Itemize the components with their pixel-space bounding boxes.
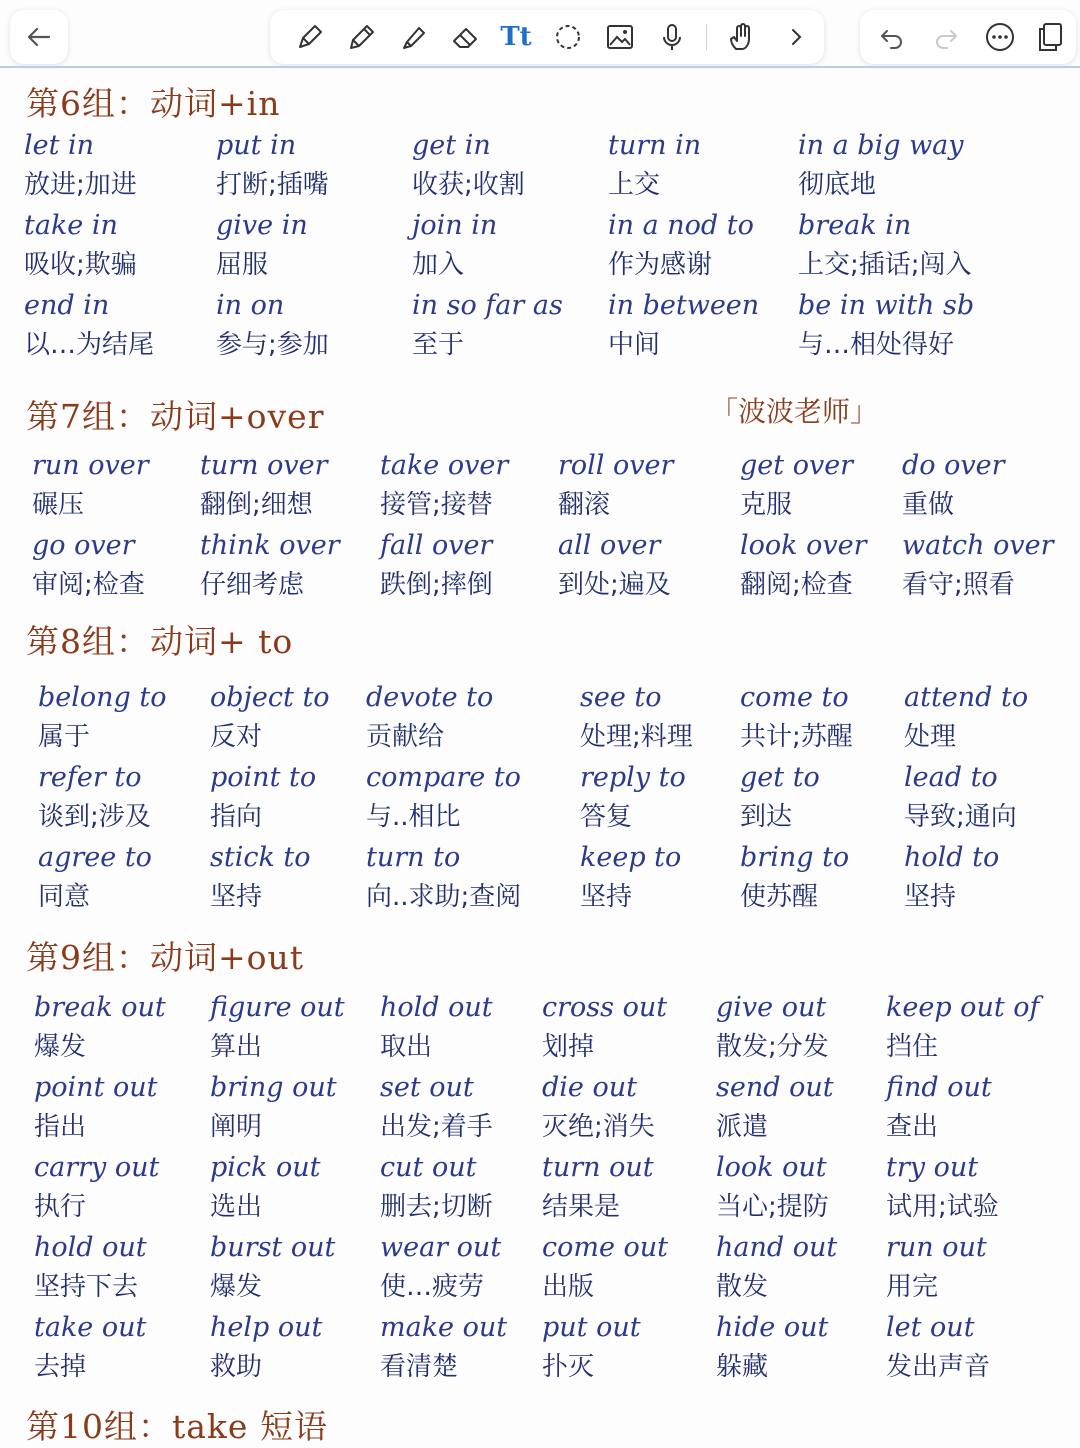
phrase-english: help out (210, 1312, 323, 1343)
phrase-english: run out (886, 1232, 987, 1263)
phrase-entry (904, 838, 1080, 916)
phrase-entry (216, 286, 396, 364)
group-plus: + (218, 84, 247, 123)
phrase-english: get to (740, 762, 820, 793)
phrase-chinese: 试用;试验 (886, 1192, 999, 1222)
phrase-english: let out (886, 1312, 975, 1343)
phrase-chinese: 爆发 (34, 1032, 87, 1062)
phrase-entry (34, 1228, 214, 1306)
phrase-entry (200, 526, 380, 604)
group-9-heading (26, 932, 304, 979)
phrase-english: reply to (580, 762, 686, 793)
phrase-chinese: 执行 (34, 1192, 87, 1222)
group-label: 第7组： (26, 397, 150, 436)
phrase-english: try out (886, 1152, 979, 1183)
phrase-english: run over (32, 450, 149, 481)
phrase-chinese: 当心;提防 (716, 1192, 829, 1222)
phrase-entry (216, 126, 396, 204)
phrase-entry (608, 206, 788, 284)
pages-button[interactable] (1032, 19, 1068, 55)
phrase-entry (210, 758, 390, 836)
phrase-chinese: 碾压 (32, 490, 85, 520)
phrase-entry (542, 1068, 722, 1146)
phrase-chinese: 仔细考虑 (200, 570, 305, 600)
back-button[interactable] (10, 10, 68, 64)
phrase-english: wear out (380, 1232, 502, 1263)
phrase-chinese: 取出 (380, 1032, 433, 1062)
phrase-english: get over (740, 450, 854, 481)
phrase-chinese: 与..相比 (366, 802, 461, 832)
phrase-entry (740, 678, 920, 756)
phrase-entry (798, 206, 978, 284)
phrase-entry (740, 526, 920, 604)
phrase-chinese: 反对 (210, 722, 263, 752)
pencil-tool[interactable] (344, 19, 380, 55)
phrase-entry (798, 126, 978, 204)
phrase-chinese: 作为感谢 (608, 250, 713, 280)
phrase-english: watch over (902, 530, 1054, 561)
phrase-chinese: 算出 (210, 1032, 263, 1062)
group-verb: 动词 (150, 622, 218, 661)
phrase-entry (38, 678, 218, 756)
group-plus: + (218, 938, 247, 977)
group-particle: take 短语 (172, 1407, 328, 1446)
image-tool[interactable] (602, 19, 638, 55)
phrase-english: keep to (580, 842, 682, 873)
phrase-chinese: 去掉 (34, 1352, 87, 1382)
phrase-entry (380, 988, 560, 1066)
phrase-chinese: 散发;分发 (716, 1032, 829, 1062)
phrase-english: in a nod to (608, 210, 754, 241)
phrase-english: in so far as (412, 290, 563, 321)
phrase-english: point out (34, 1072, 158, 1103)
phrase-entry (542, 1228, 722, 1306)
phrase-entry (210, 1068, 390, 1146)
eraser-icon (450, 21, 482, 53)
phrase-english: go over (32, 530, 135, 561)
phrase-english: be in with sb (798, 290, 975, 321)
phrase-entry (580, 678, 760, 756)
phrase-english: hold out (380, 992, 493, 1023)
page-actions (860, 10, 1076, 64)
phrase-entry (34, 1308, 214, 1386)
phrase-chinese: 上交 (608, 170, 661, 200)
phrase-english: hold to (904, 842, 1000, 873)
group-verb: 动词 (150, 84, 218, 123)
phrase-entry (716, 1308, 896, 1386)
phrase-chinese: 挡住 (886, 1032, 939, 1062)
phrase-entry (366, 838, 546, 916)
phrase-entry (902, 526, 1080, 604)
group-label: 第8组： (26, 622, 150, 661)
phrase-english: hide out (716, 1312, 829, 1343)
phrase-english: look out (716, 1152, 827, 1183)
more-icon (984, 21, 1016, 53)
phrase-english: keep out of (886, 992, 1040, 1023)
phrase-entry (558, 526, 738, 604)
phrase-chinese: 用完 (886, 1272, 939, 1302)
phrase-chinese: 到达 (740, 802, 793, 832)
phrase-english: pick out (210, 1152, 321, 1183)
phrase-english: take in (24, 210, 118, 241)
undo-icon (878, 23, 906, 51)
phrase-chinese: 重做 (902, 490, 955, 520)
phrase-chinese: 发出声音 (886, 1352, 991, 1382)
phrase-entry (210, 678, 390, 756)
note-page (0, 68, 1080, 1446)
phrase-chinese: 共计;苏醒 (740, 722, 853, 752)
phrase-entry (904, 758, 1080, 836)
phrase-english: break in (798, 210, 912, 241)
group-7-heading (26, 391, 324, 438)
phrase-english: come out (542, 1232, 669, 1263)
phrase-chinese: 扑灭 (542, 1352, 595, 1382)
lasso-tool[interactable] (550, 19, 586, 55)
phrase-entry (216, 206, 396, 284)
phrase-english: turn in (608, 130, 702, 161)
more-tools-button[interactable] (778, 19, 814, 55)
group-particle: out (246, 938, 305, 977)
phrase-english: take over (380, 450, 509, 481)
phrase-english: bring out (210, 1072, 337, 1103)
phrase-chinese: 看清楚 (380, 1352, 459, 1382)
phrase-english: set out (380, 1072, 474, 1103)
pencil-icon (346, 21, 378, 53)
phrase-entry (716, 988, 896, 1066)
group-particle: to (258, 622, 294, 661)
group-plus: + (218, 622, 259, 661)
phrase-chinese: 划掉 (542, 1032, 595, 1062)
phrase-chinese: 使苏醒 (740, 882, 819, 912)
group-6-heading (26, 78, 280, 125)
phrase-english: do over (902, 450, 1005, 481)
phrase-english: cross out (542, 992, 668, 1023)
phrase-english: refer to (38, 762, 142, 793)
phrase-chinese: 克服 (740, 490, 793, 520)
phrase-english: in between (608, 290, 760, 321)
phrase-chinese: 吸收;欺骗 (24, 250, 137, 280)
teacher-label: 「波波老师」 (710, 395, 879, 428)
phrase-entry (366, 758, 546, 836)
phrase-entry (902, 446, 1080, 524)
phrase-entry (558, 446, 738, 524)
phrase-english: put in (216, 130, 297, 161)
phrase-english: agree to (38, 842, 152, 873)
phrase-chinese: 谈到;涉及 (38, 802, 151, 832)
phrase-entry (412, 126, 592, 204)
phrase-entry (32, 446, 212, 524)
phrase-chinese: 删去;切断 (380, 1192, 493, 1222)
phrase-chinese: 处理;料理 (580, 722, 693, 752)
phrase-entry (798, 286, 978, 364)
phrase-english: make out (380, 1312, 508, 1343)
phrase-chinese: 阐明 (210, 1112, 263, 1142)
phrase-chinese: 接管;接替 (380, 490, 493, 520)
phrase-english: roll over (558, 450, 674, 481)
group-10-heading (26, 1401, 328, 1448)
phrase-chinese: 出版 (542, 1272, 595, 1302)
phrase-chinese: 指出 (34, 1112, 87, 1142)
phrase-english: take out (34, 1312, 147, 1343)
phrase-english: get in (412, 130, 491, 161)
phrase-english: see to (580, 682, 662, 713)
phrase-chinese: 审阅;检查 (32, 570, 145, 600)
image-icon (604, 21, 636, 53)
chevron-right-icon (784, 25, 808, 49)
phrase-entry (24, 126, 204, 204)
undo-button[interactable] (874, 19, 910, 55)
toolbar-divider (706, 24, 707, 50)
phrase-chinese: 向..求助;查阅 (366, 882, 522, 912)
phrase-english: end in (24, 290, 110, 321)
phrase-english: carry out (34, 1152, 160, 1183)
phrase-english: object to (210, 682, 330, 713)
phrase-entry (904, 678, 1080, 756)
phrase-chinese: 放进;加进 (24, 170, 137, 200)
text-tool[interactable] (498, 19, 534, 55)
pages-icon (1035, 21, 1065, 53)
phrase-english: lead to (904, 762, 998, 793)
phrase-english: cut out (380, 1152, 477, 1183)
phrase-chinese: 翻滚 (558, 490, 611, 520)
hand-tool[interactable] (724, 19, 760, 55)
phrase-entry (24, 286, 204, 364)
phrase-english: point to (210, 762, 317, 793)
phrase-entry (580, 758, 760, 836)
phrase-chinese: 选出 (210, 1192, 263, 1222)
phrase-entry (380, 526, 560, 604)
phrase-entry (740, 446, 920, 524)
phrase-entry (608, 126, 788, 204)
redo-button[interactable] (928, 19, 964, 55)
phrase-entry (366, 678, 546, 756)
phrase-english: belong to (38, 682, 167, 713)
phrase-english: break out (34, 992, 166, 1023)
phrase-chinese: 看守;照看 (902, 570, 1015, 600)
phrase-entry (380, 1068, 560, 1146)
phrase-english: fall over (380, 530, 493, 561)
phrase-chinese: 跌倒;摔倒 (380, 570, 493, 600)
microphone-icon (656, 21, 688, 53)
phrase-chinese: 上交;插话;闯入 (798, 250, 972, 280)
phrase-chinese: 坚持下去 (34, 1272, 139, 1302)
phrase-chinese: 答复 (580, 802, 633, 832)
phrase-chinese: 与…相处得好 (798, 330, 955, 360)
highlighter-tool[interactable] (396, 19, 432, 55)
phrase-english: bring to (740, 842, 850, 873)
group-particle: in (246, 84, 281, 123)
phrase-entry (210, 1228, 390, 1306)
phrase-english: think over (200, 530, 340, 561)
lasso-icon (552, 21, 584, 53)
highlighter-icon (398, 21, 430, 53)
drawing-tools (270, 10, 824, 64)
phrase-english: look over (740, 530, 867, 561)
microphone-tool[interactable] (654, 19, 690, 55)
phrase-chinese: 参与;参加 (216, 330, 329, 360)
phrase-chinese: 使…疲劳 (380, 1272, 485, 1302)
phrase-chinese: 指向 (210, 802, 263, 832)
phrase-entry (716, 1068, 896, 1146)
phrase-entry (886, 1228, 1066, 1306)
phrase-english: turn to (366, 842, 461, 873)
top-toolbar (0, 0, 1080, 68)
phrase-chinese: 坚持 (580, 882, 633, 912)
phrase-chinese: 同意 (38, 882, 91, 912)
phrase-chinese: 散发 (716, 1272, 769, 1302)
text-icon: Tt (500, 22, 532, 52)
phrase-chinese: 结果是 (542, 1192, 621, 1222)
phrase-entry (412, 206, 592, 284)
phrase-entry (200, 446, 380, 524)
phrase-entry (740, 758, 920, 836)
phrase-english: attend to (904, 682, 1029, 713)
phrase-chinese: 以…为结尾 (24, 330, 155, 360)
phrase-entry (542, 988, 722, 1066)
phrase-entry (886, 988, 1066, 1066)
phrase-english: send out (716, 1072, 834, 1103)
phrase-english: in on (216, 290, 285, 321)
back-arrow-icon (25, 23, 53, 51)
phrase-chinese: 加入 (412, 250, 465, 280)
phrase-english: figure out (210, 992, 345, 1023)
phrase-english: let in (24, 130, 95, 161)
phrase-entry (38, 838, 218, 916)
phrase-chinese: 派遣 (716, 1112, 769, 1142)
phrase-entry (886, 1068, 1066, 1146)
phrase-chinese: 爆发 (210, 1272, 263, 1302)
phrase-chinese: 屈服 (216, 250, 269, 280)
phrase-english: give out (716, 992, 827, 1023)
phrase-english: turn out (542, 1152, 654, 1183)
phrase-english: burst out (210, 1232, 336, 1263)
phrase-entry (412, 286, 592, 364)
phrase-entry (380, 1148, 560, 1226)
more-button[interactable] (982, 19, 1018, 55)
phrase-chinese: 救助 (210, 1352, 263, 1382)
group-verb: 动词 (150, 397, 218, 436)
phrase-chinese: 翻阅;检查 (740, 570, 853, 600)
phrase-entry (886, 1308, 1066, 1386)
phrase-chinese: 躲藏 (716, 1352, 769, 1382)
phrase-entry (34, 988, 214, 1066)
phrase-entry (542, 1308, 722, 1386)
phrase-entry (542, 1148, 722, 1226)
group-verb: 动词 (150, 938, 218, 977)
phrase-english: put out (542, 1312, 641, 1343)
phrase-english: find out (886, 1072, 992, 1103)
phrase-entry (380, 1308, 560, 1386)
phrase-entry (210, 838, 390, 916)
phrase-english: join in (412, 210, 498, 241)
group-plus: + (218, 397, 247, 436)
phrase-chinese: 出发;着手 (380, 1112, 493, 1142)
phrase-english: devote to (366, 682, 494, 713)
phrase-chinese: 坚持 (210, 882, 263, 912)
phrase-chinese: 处理 (904, 722, 957, 752)
phrase-entry (32, 526, 212, 604)
phrase-entry (740, 838, 920, 916)
phrase-chinese: 灭绝;消失 (542, 1112, 655, 1142)
phrase-entry (380, 1228, 560, 1306)
phrase-english: stick to (210, 842, 311, 873)
phrase-entry (580, 838, 760, 916)
phrase-chinese: 中间 (608, 330, 661, 360)
phrase-english: die out (542, 1072, 637, 1103)
phrase-entry (34, 1148, 214, 1226)
phrase-chinese: 贡献给 (366, 722, 445, 752)
phrase-entry (608, 286, 788, 364)
phrase-entry (210, 988, 390, 1066)
group-label: 第6组： (26, 84, 150, 123)
pen-tool[interactable] (292, 19, 328, 55)
phrase-entry (210, 1148, 390, 1226)
group-label: 第9组： (26, 938, 150, 977)
phrase-entry (886, 1148, 1066, 1226)
phrase-english: give in (216, 210, 308, 241)
phrase-chinese: 坚持 (904, 882, 957, 912)
phrase-entry (210, 1308, 390, 1386)
phrase-chinese: 至于 (412, 330, 465, 360)
phrase-entry (24, 206, 204, 284)
phrase-entry (34, 1068, 214, 1146)
phrase-english: all over (558, 530, 661, 561)
phrase-chinese: 打断;插嘴 (216, 170, 329, 200)
phrase-chinese: 到处;遍及 (558, 570, 671, 600)
phrase-chinese: 收获;收割 (412, 170, 525, 200)
phrase-english: hand out (716, 1232, 838, 1263)
phrase-chinese: 导致;通向 (904, 802, 1017, 832)
group-particle: over (246, 397, 325, 436)
phrase-entry (380, 446, 560, 524)
eraser-tool[interactable] (448, 19, 484, 55)
group-8-heading (26, 616, 293, 663)
phrase-chinese: 彻底地 (798, 170, 877, 200)
phrase-english: compare to (366, 762, 521, 793)
phrase-chinese: 属于 (38, 722, 91, 752)
group-label: 第10组： (26, 1407, 172, 1446)
pen-icon (294, 21, 326, 53)
phrase-english: turn over (200, 450, 328, 481)
redo-icon (932, 23, 960, 51)
phrase-entry (38, 758, 218, 836)
phrase-english: hold out (34, 1232, 147, 1263)
phrase-chinese: 翻倒;细想 (200, 490, 313, 520)
phrase-entry (716, 1148, 896, 1226)
phrase-entry (716, 1228, 896, 1306)
phrase-english: come to (740, 682, 849, 713)
phrase-chinese: 查出 (886, 1112, 939, 1142)
hand-icon (726, 21, 758, 53)
phrase-english: in a big way (798, 130, 964, 161)
